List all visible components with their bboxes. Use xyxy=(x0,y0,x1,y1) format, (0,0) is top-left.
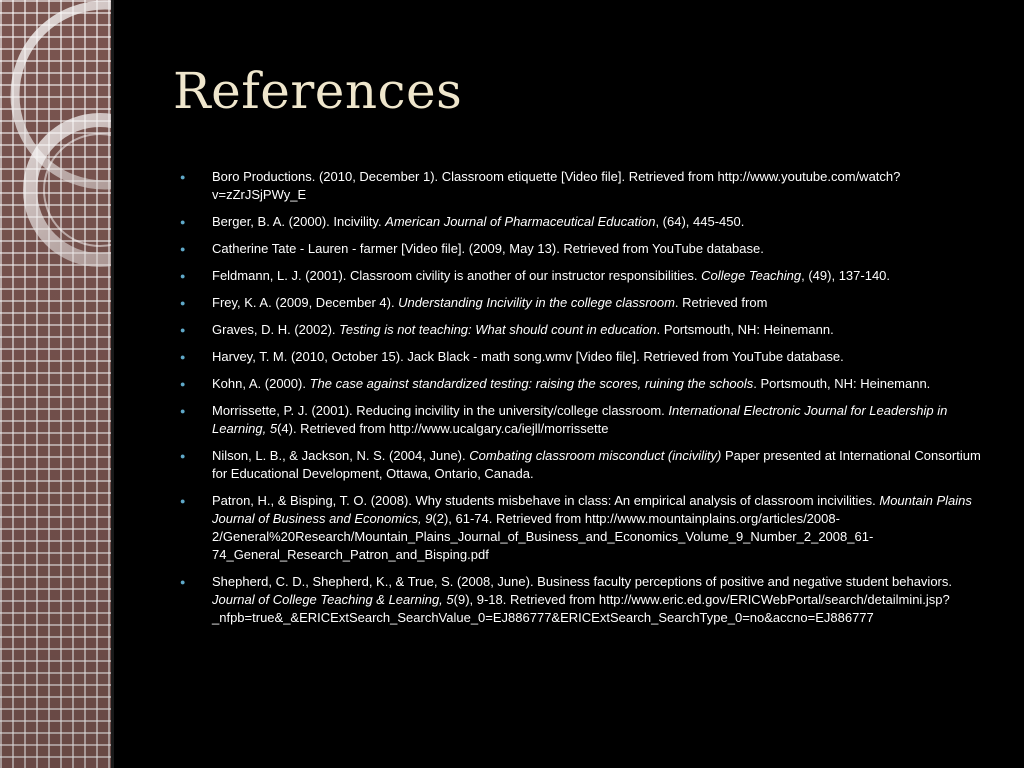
bullet-icon: ● xyxy=(180,325,186,335)
bullet-icon: ● xyxy=(180,271,186,281)
reference-item xyxy=(180,321,988,339)
bullet-icon: ● xyxy=(180,298,186,308)
reference-text: Nilson, L. B., & Jackson, N. S. (2004, June). xyxy=(212,448,470,463)
reference-item xyxy=(180,402,988,438)
reference-item xyxy=(180,168,988,204)
reference-text: Feldmann, L. J. (2001). Classroom civility is another of our instructor responsibilities. xyxy=(212,268,702,283)
reference-text: Graves, D. H. (2002). xyxy=(212,322,340,337)
ring-inner xyxy=(44,134,113,246)
decorative-sidebar xyxy=(0,0,113,768)
reference-text: Catherine Tate - Lauren - farmer [Video file]. (2009, May 13). Retrieved from YouTube database. xyxy=(212,241,764,256)
reference-italic-title: Combating classroom misconduct (incivility) xyxy=(469,448,722,463)
reference-item xyxy=(180,573,988,627)
reference-text: Berger, B. A. (2000). Incivility. xyxy=(212,214,386,229)
reference-text-continued: . Portsmouth, NH: Heinemann. xyxy=(656,322,834,337)
bullet-icon: ● xyxy=(180,217,186,227)
bullet-icon: ● xyxy=(180,172,186,182)
reference-text: Shepherd, C. D., Shepherd, K., & True, S. (2008, June). Business faculty perceptions of positive and negative student behaviors. xyxy=(212,574,952,589)
sidebar-divider xyxy=(111,0,114,768)
reference-text: Kohn, A. (2000). xyxy=(212,376,310,391)
reference-text: Patron, H., & Bisping, T. O. (2008). Why students misbehave in class: An empirical analysis of classroom incivilities. xyxy=(212,493,880,508)
bullet-icon: ● xyxy=(180,451,186,461)
reference-text-continued: , (64), 445-450. xyxy=(655,214,745,229)
reference-italic-title: Understanding Incivility in the college classroom xyxy=(398,295,675,310)
slide-title: References xyxy=(173,62,463,120)
reference-text-continued: (9), 9-18. Retrieved from http://www.eric.ed.gov/ERICWebPortal/search/detailmini.jsp?_nfpb=true&_&ERICExtSearch_SearchValue_0=EJ886777&ERICExtSearch_SearchType_0=no&accno=EJ886777 xyxy=(212,592,950,625)
reference-italic-title: American Journal of Pharmaceutical Education xyxy=(385,214,656,229)
reference-item xyxy=(180,375,988,393)
reference-item xyxy=(180,492,988,564)
reference-italic-title: Mountain Plains Journal of Business and Economics, 9 xyxy=(212,493,972,526)
bullet-icon: ● xyxy=(180,379,186,389)
bullet-icon: ● xyxy=(180,244,186,254)
decorative-circles xyxy=(0,0,113,768)
reference-item xyxy=(180,447,988,483)
reference-text-continued: . Portsmouth, NH: Heinemann. xyxy=(753,376,931,391)
reference-text-continued: . Retrieved from xyxy=(674,295,768,310)
reference-text: Frey, K. A. (2009, December 4). xyxy=(212,295,399,310)
reference-italic-title: Testing is not teaching: What should count in education xyxy=(339,322,657,337)
reference-text-continued: (4). Retrieved from http://www.ucalgary.ca/iejll/morrissette xyxy=(277,421,609,436)
references-list xyxy=(180,168,988,636)
bullet-icon: ● xyxy=(180,496,186,506)
reference-item xyxy=(180,348,988,366)
reference-italic-title: Journal of College Teaching & Learning, 5 xyxy=(212,592,454,607)
reference-italic-title: College Teaching xyxy=(701,268,802,283)
reference-text: Harvey, T. M. (2010, October 15). Jack Black - math song.wmv [Video file]. Retrieved from YouTube database. xyxy=(212,349,844,364)
reference-text-continued: Paper presented at International Consortium for Educational Development, Ottawa, Ontario, Canada. xyxy=(212,448,981,481)
bullet-icon: ● xyxy=(180,352,186,362)
bullet-icon: ● xyxy=(180,406,186,416)
reference-italic-title: The case against standardized testing: raising the scores, ruining the schools xyxy=(309,376,754,391)
reference-item xyxy=(180,213,988,231)
reference-item xyxy=(180,267,988,285)
reference-text: Morrissette, P. J. (2001). Reducing incivility in the university/college classroom. xyxy=(212,403,669,418)
reference-text-continued: , (49), 137-140. xyxy=(801,268,891,283)
bullet-icon: ● xyxy=(180,577,186,587)
reference-text: Boro Productions. (2010, December 1). Classroom etiquette [Video file]. Retrieved from http://www.youtube.com/watch?v=zZrJSjPWy_E xyxy=(212,169,901,202)
reference-italic-title: International Electronic Journal for Leadership in Learning, 5 xyxy=(212,403,948,436)
reference-item xyxy=(180,240,988,258)
reference-text-continued: (2), 61-74. Retrieved from http://www.mountainplains.org/articles/2008-2/General%20Research/Mountain_Plains_Journal_of_Business_and_Economics_Volume_9_Number_2_2008_61-74_General_Research_Patron_and_Bisping.pdf xyxy=(212,511,874,562)
large-ring xyxy=(15,5,113,185)
reference-item xyxy=(180,294,988,312)
